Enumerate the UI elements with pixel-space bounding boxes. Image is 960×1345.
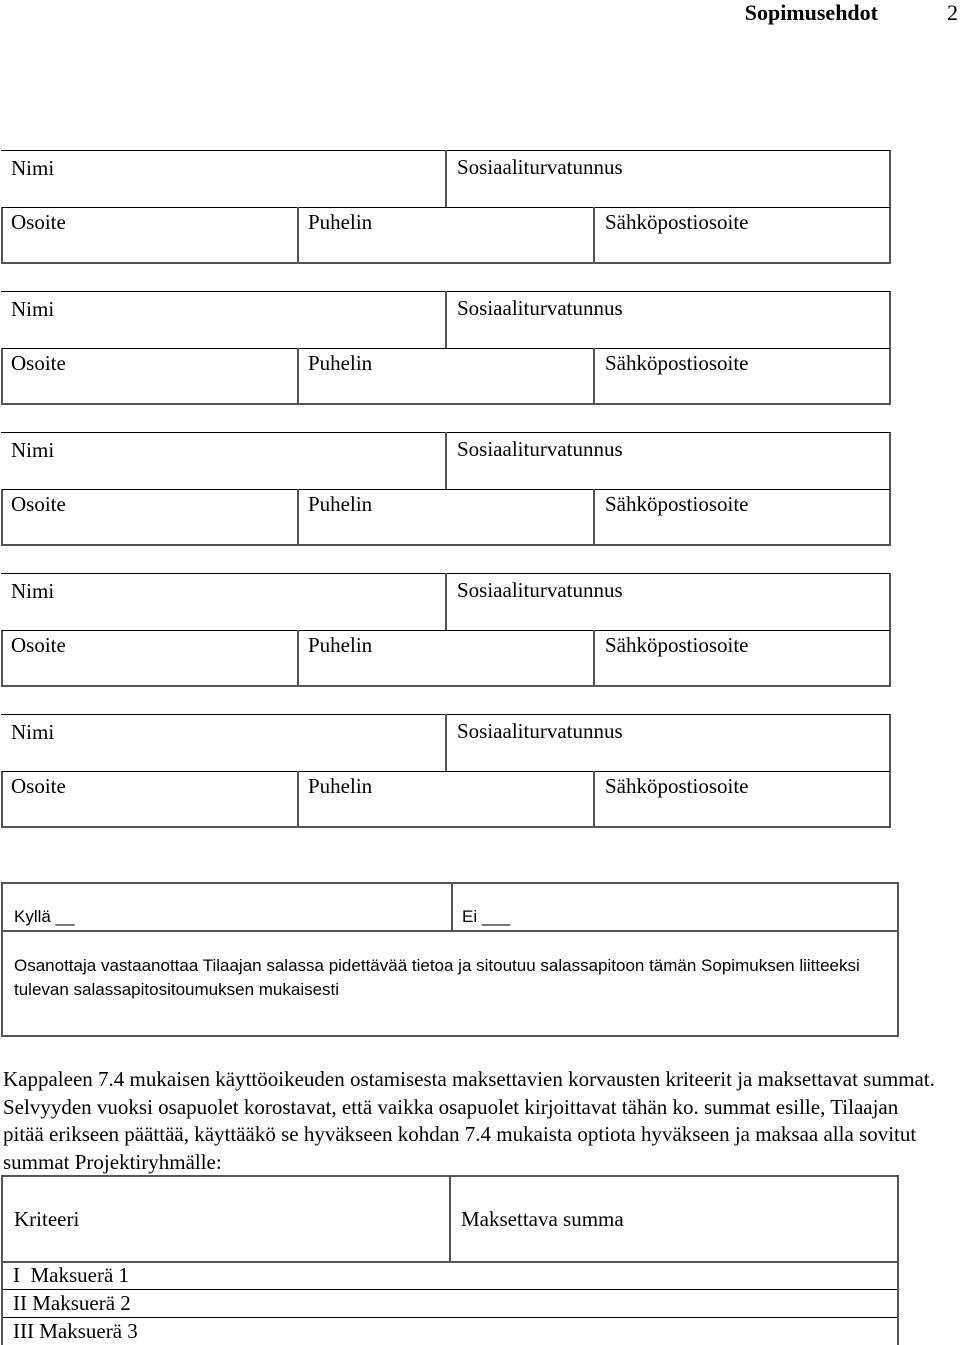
address-label: Osoite <box>11 492 66 516</box>
row-divider <box>3 1289 897 1290</box>
ssn-label: Sosiaaliturvatunnus <box>457 296 623 320</box>
page-number: 2 <box>947 0 958 25</box>
column-divider <box>445 573 447 630</box>
contact-row <box>1 489 891 546</box>
confidentiality-box <box>1 882 899 1037</box>
person-info-block <box>1 150 891 264</box>
ssn-label: Sosiaaliturvatunnus <box>457 578 623 602</box>
contact-row <box>1 348 891 405</box>
column-divider <box>297 489 299 546</box>
column-divider <box>593 489 595 546</box>
table-row: I Maksuerä 1 <box>13 1263 130 1287</box>
row-divider <box>3 1317 897 1318</box>
email-label: Sähköpostiosoite <box>605 492 749 516</box>
column-divider <box>445 291 447 348</box>
column-divider <box>445 714 447 771</box>
address-label: Osoite <box>11 210 66 234</box>
column-divider <box>297 771 299 828</box>
table-row: II Maksuerä 2 <box>13 1291 131 1315</box>
criteria-table <box>1 1175 899 1345</box>
email-label: Sähköpostiosoite <box>605 351 749 375</box>
amount-header: Maksettava summa <box>461 1207 624 1231</box>
ssn-label: Sosiaaliturvatunnus <box>457 155 623 179</box>
name-label: Nimi <box>11 156 55 180</box>
column-divider <box>593 348 595 405</box>
column-divider <box>297 207 299 264</box>
person-info-block <box>1 291 891 405</box>
criteria-header: Kriteeri <box>14 1207 80 1231</box>
email-label: Sähköpostiosoite <box>605 210 749 234</box>
document-title: Sopimusehdot <box>744 0 878 25</box>
column-divider <box>451 884 453 930</box>
phone-label: Puhelin <box>308 210 373 234</box>
no-option[interactable]: Ei ___ <box>462 907 511 926</box>
confidentiality-text: Osanottaja vastaanottaa Tilaajan salassa pidettävää tietoa ja sitoutuu salassapitoon tämän Sopimuksen liitteeksi tulevan salassapitositoumuksen mukaisesti <box>14 956 860 999</box>
column-divider <box>445 432 447 489</box>
ssn-label: Sosiaaliturvatunnus <box>457 437 623 461</box>
yes-option[interactable]: Kyllä __ <box>14 907 75 926</box>
ssn-label: Sosiaaliturvatunnus <box>457 719 623 743</box>
column-divider <box>297 630 299 687</box>
column-divider <box>297 348 299 405</box>
email-label: Sähköpostiosoite <box>605 633 749 657</box>
name-label: Nimi <box>11 579 55 603</box>
name-label: Nimi <box>11 297 55 321</box>
person-info-block <box>1 714 891 828</box>
row-divider <box>3 1261 897 1263</box>
person-info-block <box>1 573 891 687</box>
contact-row <box>1 207 891 264</box>
phone-label: Puhelin <box>308 492 373 516</box>
row-divider <box>3 930 897 932</box>
address-label: Osoite <box>11 633 66 657</box>
phone-label: Puhelin <box>308 351 373 375</box>
contact-row <box>1 771 891 828</box>
table-row: III Maksuerä 3 <box>13 1319 138 1343</box>
name-label: Nimi <box>11 720 55 744</box>
column-divider <box>593 630 595 687</box>
compensation-paragraph: Kappaleen 7.4 mukaisen käyttöoikeuden ostamisesta maksettavien korvausten kriteerit ja maksettavat summat. Selvyyden vuoksi osapuolet korostavat, että vaikka osapuolet kirjoittavat tähän ko. summat esille, Tilaajan pitää erikseen päättää, käyttääkö se hyväkseen kohdan 7.4 mukaista optiota hyväkseen ja maksaa alla sovitut summat Projektiryhmälle: <box>3 1067 935 1174</box>
phone-label: Puhelin <box>308 774 373 798</box>
column-divider <box>593 207 595 264</box>
phone-label: Puhelin <box>308 633 373 657</box>
address-label: Osoite <box>11 351 66 375</box>
address-label: Osoite <box>11 774 66 798</box>
email-label: Sähköpostiosoite <box>605 774 749 798</box>
column-divider <box>449 1177 451 1261</box>
contact-row <box>1 630 891 687</box>
column-divider <box>593 771 595 828</box>
column-divider <box>445 150 447 207</box>
name-label: Nimi <box>11 438 55 462</box>
person-info-block <box>1 432 891 546</box>
